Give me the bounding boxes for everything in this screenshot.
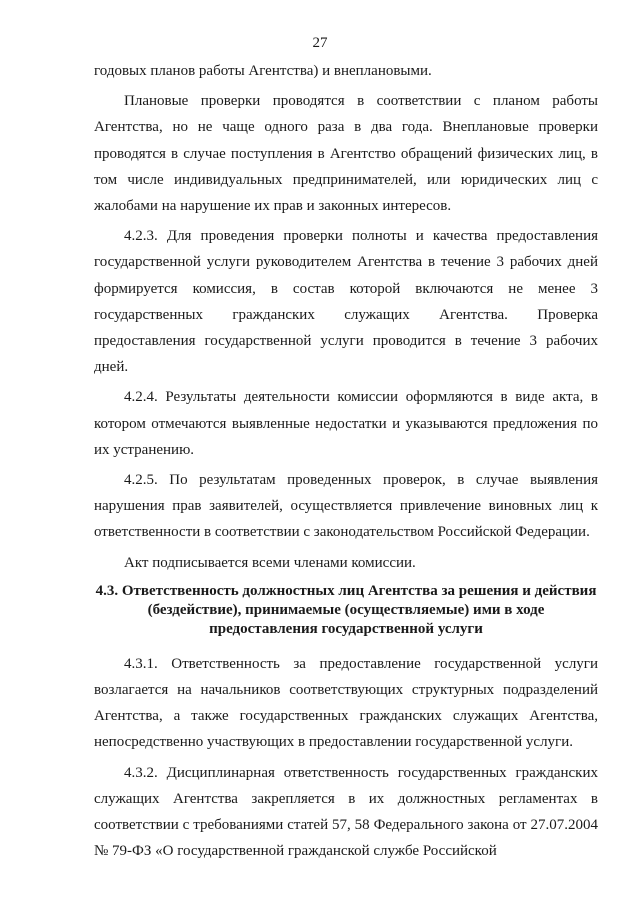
section-heading-4-3: 4.3. Ответственность должностных лиц Агентства за решения и действия (бездействие), принимаемые (осуществляемые) ими в ходе предоставления государственной услуги <box>95 582 597 637</box>
paragraph-4-2-5: 4.2.5. По результатам проведенных проверок, в случае выявления нарушения прав заявителей, осуществляется привлечение виновных лиц к ответственности в соответствии с законодательством Российской Федерации. <box>94 472 598 541</box>
paragraph-4-3-1: 4.3.1. Ответственность за предоставление государственной услуги возлагается на начальников соответствующих структурных подразделений Агентства, а также государственных гражданских служащих Агентства, непосредственно участвующих в предоставлении государственной услуги. <box>94 655 598 751</box>
paragraph-4-3-2: 4.3.2. Дисциплинарная ответственность государственных гражданских служащих Агентства закрепляется в их должностных регламентах в соответствии с требованиями статей 57, 58 Федерального закона от 27.07.2004 № 79-ФЗ «О государственной гражданской службе Российской <box>94 764 598 860</box>
paragraph-planned-inspections: Плановые проверки проводятся в соответствии с планом работы Агентства, но не чаще одного раза в два года. Внеплановые проверки проводятся в случае поступления в Агентство обращений физических лиц, в том числе индивидуальных предпринимателей, или юридических лиц с жалобами на нарушение их прав и законных интересов. <box>94 93 598 215</box>
paragraph-act-signed: Акт подписывается всеми членами комиссии. <box>124 554 416 571</box>
page-number: 27 <box>312 35 328 51</box>
paragraph-4-2-4: 4.2.4. Результаты деятельности комиссии оформляются в виде акта, в котором отмечаются выявленные недостатки и указываются предложения по их устранению. <box>94 389 598 458</box>
paragraph-4-2-3: 4.2.3. Для проведения проверки полноты и качества предоставления государственной услуги руководителем Агентства в течение 3 рабочих дней формируется комиссия, в состав которой включаются не менее 3 государственных гражданских служащих Агентства. Проверка предоставления государственной услуги проводится в течение 3 рабочих дней. <box>94 228 598 376</box>
page-content <box>94 58 598 864</box>
paragraph-continuation: годовых планов работы Агентства) и внеплановыми. <box>94 63 432 79</box>
